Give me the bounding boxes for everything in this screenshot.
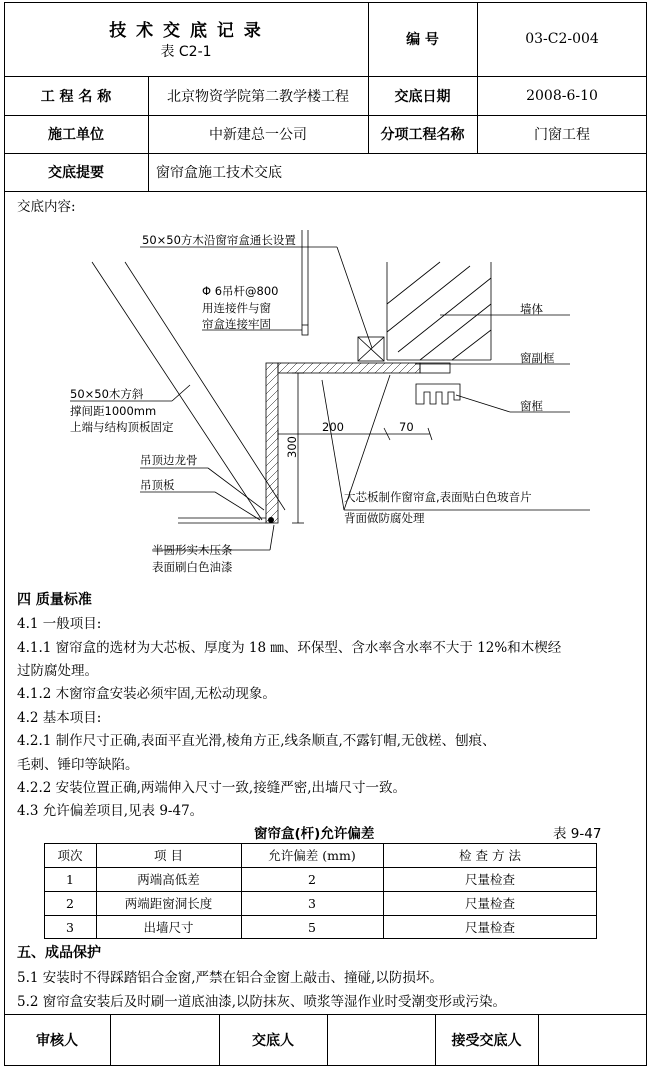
- table-cell: 3: [308, 895, 316, 911]
- contractor-value: 中新建总一公司: [209, 127, 307, 143]
- dimension-300: 300: [285, 436, 299, 458]
- section4-line: 4.1 一般项目:: [17, 616, 102, 632]
- table-header: 检 查 方 法: [459, 848, 521, 863]
- contractor-label: 施工单位: [48, 127, 104, 143]
- date-label: 交底日期: [394, 88, 451, 105]
- subproject-value: 门窗工程: [534, 127, 590, 143]
- section4-line: 4.1.2 木窗帘盒安装必须牢固,无松动现象。: [17, 686, 276, 702]
- label-rod-3: 帘盒连接牢固: [202, 317, 271, 331]
- document-title: 技 术 交 底 记 录: [109, 20, 263, 41]
- section4-line: 4.2.2 安装位置正确,两端伸入尺寸一致,接缝严密,出墙尺寸一致。: [17, 780, 407, 796]
- reviewer-label: 审核人: [36, 1033, 78, 1049]
- section5-line: 5.2 窗帘盒安装后及时刷一道底油漆,以防抹灰、喷浆等湿作业时受潮变形或污染。: [17, 994, 507, 1010]
- label-brace-3: 上端与结构顶板固定: [70, 420, 174, 434]
- date-value: 2008-6-10: [526, 87, 598, 104]
- grid-line: [4, 191, 647, 192]
- label-board-1: 大芯板制作窗帘盒,表面贴白色玻音片: [344, 490, 532, 504]
- table-cell: 2: [66, 895, 74, 911]
- table-cell: 出墙尺寸: [143, 920, 194, 935]
- deviation-table-title: 窗帘盒(杆)允许偏差: [254, 826, 375, 842]
- section4-heading: 四 质量标准: [17, 592, 92, 608]
- label-board-2: 背面做防腐处理: [344, 511, 425, 525]
- table-cell: 尺量检查: [464, 896, 515, 911]
- section4-line: 过防腐处理。: [17, 663, 98, 679]
- table-header: 项 目: [154, 848, 183, 863]
- receiver-signature-field[interactable]: [538, 1014, 647, 1066]
- label-rod-2: 用连接件与窗: [202, 301, 271, 315]
- label-strip-1: 半圆形实木压条: [152, 543, 233, 557]
- section4-line: 4.3 允许偏差项目,见表 9-47。: [17, 803, 204, 819]
- summary-label: 交底提要: [48, 165, 104, 181]
- summary-value: 窗帘盒施工技术交底: [156, 165, 282, 181]
- subproject-label: 分项工程名称: [380, 127, 465, 143]
- table-cell: 5: [308, 919, 316, 935]
- dimension-70: 70: [399, 420, 414, 434]
- section5-heading: 五、成品保护: [17, 945, 101, 961]
- table-cell: 3: [66, 919, 74, 935]
- label-brace-2: 撑间距1000mm: [70, 404, 157, 418]
- receiver-label: 接受交底人: [451, 1033, 522, 1049]
- code-label: 编 号: [406, 32, 439, 48]
- table-cell: 1: [66, 871, 74, 887]
- label-rod-1: Φ 6吊杆@800: [202, 284, 279, 298]
- content-label: 交底内容:: [17, 199, 76, 215]
- label-wall: 墙体: [520, 302, 543, 316]
- table-cell: 尺量检查: [464, 920, 515, 935]
- label-ceiling: 吊顶板: [140, 478, 175, 492]
- table-cell: 2: [308, 871, 316, 887]
- section4-line: 4.1.1 窗帘盒的选材为大芯板、厚度为 18 ㎜、环保型、含水率含水率不大于 12%和木楔经: [17, 640, 562, 656]
- deviation-table-number: 表 9-47: [553, 826, 602, 842]
- table-cell: 两端距窗洞长度: [124, 896, 213, 911]
- dimension-200: 200: [322, 420, 344, 434]
- label-strip-2: 表面刷白色油漆: [152, 560, 233, 574]
- section5-line: 5.1 安装时不得踩踏铝合金窗,严禁在铝合金窗上敲击、撞碰,以防损坏。: [17, 970, 443, 986]
- table-header: 允许偏差 (mm): [268, 848, 356, 863]
- label-frame: 窗框: [520, 399, 543, 413]
- section4-line: 毛刺、锤印等缺陷。: [17, 757, 139, 773]
- reviewer-signature-field[interactable]: [110, 1014, 219, 1066]
- table-cell: 两端高低差: [137, 872, 200, 887]
- code-value: 03-C2-004: [525, 31, 599, 47]
- section4-line: 4.2.1 制作尺寸正确,表面平直光滑,棱角方正,线条顺直,不露钉帽,无戗槎、刨痕、: [17, 733, 496, 749]
- table-header: 项次: [57, 848, 83, 863]
- label-brace-1: 50×50木方斜: [70, 387, 144, 401]
- label-subframe: 窗副框: [520, 351, 555, 365]
- table-cell: 尺量检查: [464, 872, 515, 887]
- project-value: 北京物资学院第二教学楼工程: [167, 88, 349, 105]
- section4-line: 4.2 基本项目:: [17, 710, 102, 726]
- project-label: 工 程 名 称: [40, 88, 112, 105]
- discloser-signature-field[interactable]: [327, 1014, 435, 1066]
- label-top-timber: 50×50方木沿窗帘盒通长设置: [142, 233, 296, 247]
- discloser-label: 交底人: [252, 1033, 294, 1049]
- curtain-box-detail-diagram: [0, 220, 652, 585]
- form-number: 表 C2-1: [160, 44, 212, 60]
- label-keel: 吊顶边龙骨: [140, 453, 198, 467]
